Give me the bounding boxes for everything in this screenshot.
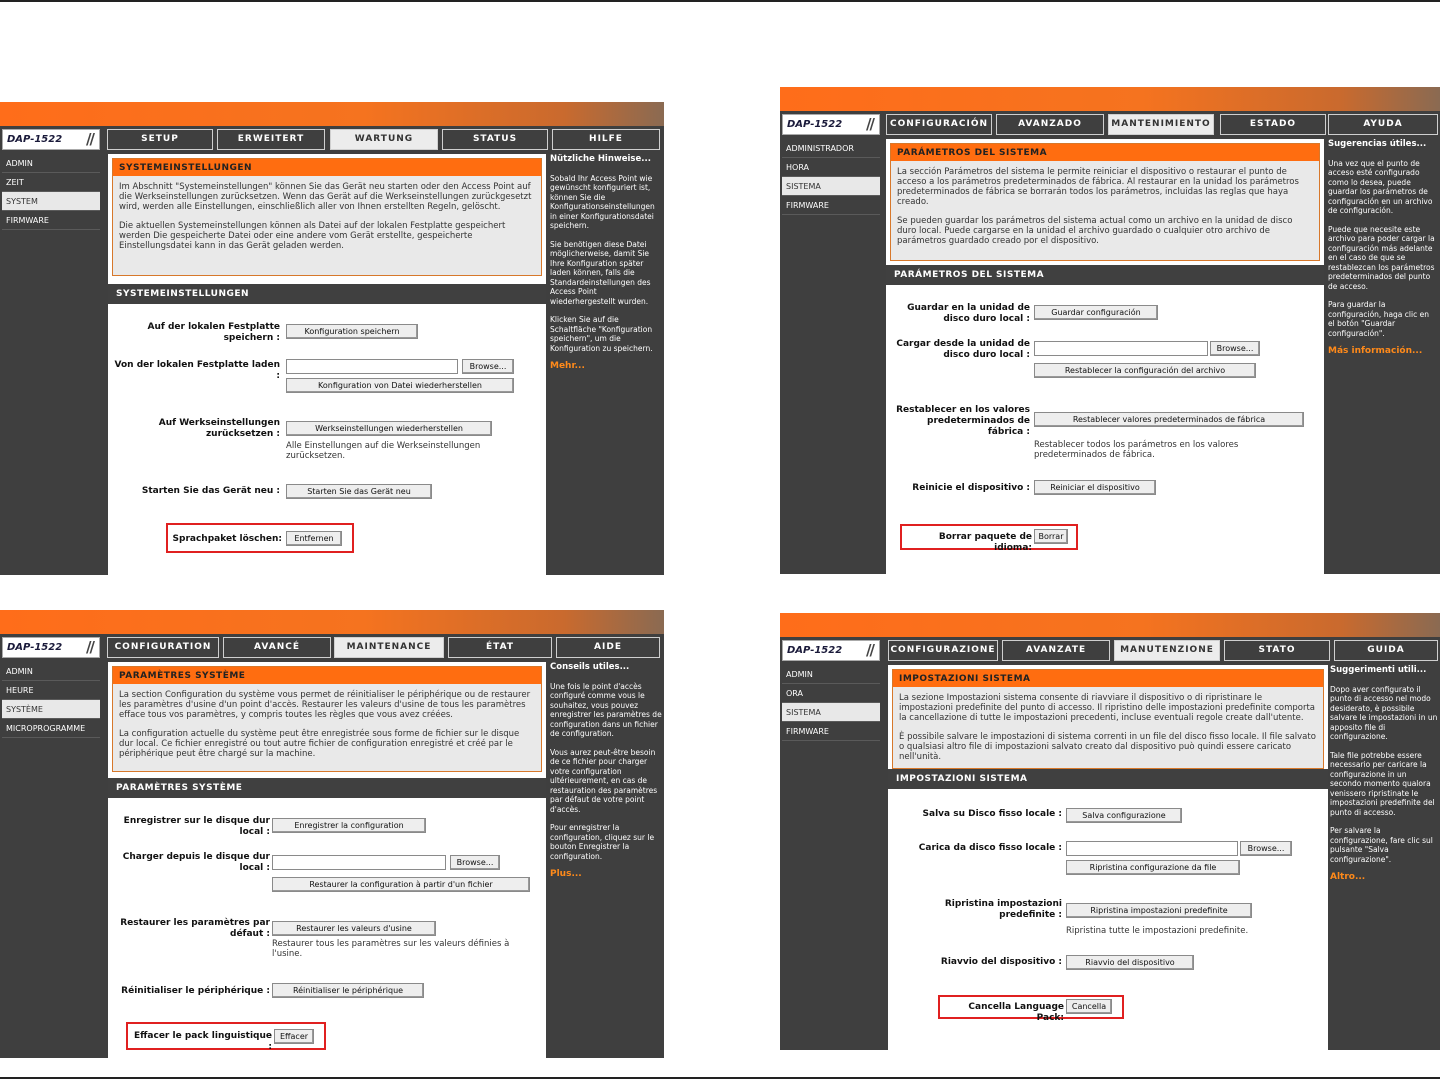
info-box [112,158,542,276]
sidebar-item-system[interactable]: SISTEMA [782,177,880,196]
panel-german [0,102,664,575]
help-title: Nützliche Hinweise... [550,154,651,164]
tab-advanced[interactable]: AVANZATE [1002,640,1110,661]
top-banner [780,613,1440,637]
info-box [112,666,542,772]
info-box [892,669,1324,769]
nav-row [0,634,664,662]
settings-section [888,769,1328,1050]
sidebar-item-firmware[interactable]: FIRMWARE [782,196,880,215]
info-paragraph: La section Configuration du système vous permet de réinitialiser le périphérique ou de restaurer les paramètres d'usine d'un point d'accès. Restaurer les valeurs d'usine de tous les paramètres efface tous vos paramètres, y compris toutes les règles que vous avez créées. [119,690,531,720]
help-title: Conseils utiles... [550,662,630,672]
panel-spanish [780,87,1440,574]
info-paragraph: Se pueden guardar los parámetros del sistema actual como un archivo en la unidad de disco duro local. Puede cargarse en la unidad el archivo guardado o cualquier otro archivo de parámetros guardado creado por el dispositivo. [897,216,1293,246]
help-more-link[interactable]: Más información... [1328,346,1423,356]
language-pack-label: Borrar paquete de idioma: [938,532,1032,553]
factory-reset-button[interactable]: Restablecer valores predeterminados de fábrica [1034,412,1304,427]
language-pack-label: Effacer le pack linguistique : [133,1031,272,1052]
main-content [108,662,546,1058]
product-logo: DAP-1522 // [782,114,880,135]
help-panel [1328,665,1440,1050]
product-logo: DAP-1522 // [782,640,880,661]
tab-status[interactable]: STATO [1224,640,1330,661]
load-label: Von der lokalen Festplatte laden : [114,360,280,381]
browse-button[interactable]: Browse... [462,359,514,374]
factory-reset-button[interactable]: Werkseinstellungen wiederherstellen [286,421,492,436]
sidebar-item-admin[interactable]: ADMIN [2,662,100,681]
top-banner [0,102,664,126]
help-paragraph: Per salvare la configurazione, fare clic sul pulsante "Salva configurazione". [1330,826,1433,864]
help-title: Sugerencias útiles... [1328,139,1427,149]
tab-help[interactable]: HILFE [552,129,660,150]
info-box [890,143,1320,261]
help-panel [548,662,664,1058]
reboot-button[interactable]: Starten Sie das Gerät neu [286,484,432,499]
info-paragraph: Im Abschnitt "Systemeinstellungen" können Sie das Gerät neu starten oder den Access Point auf die Werkseinstellungen zurücksetzen. Wenn das Gerät auf die Werkseinstellungen zurückgesetzt wird, werden alle Einstellungen, einschließlich aller von Ihnen erstellten Regeln, gelöscht. [119,182,532,212]
save-label: Enregistrer sur le disque dur local : [123,816,270,837]
tab-maintenance[interactable]: MAINTENANCE [334,637,444,658]
sidebar-item-system[interactable]: SISTEMA [782,703,880,722]
main-content [888,665,1328,1050]
tab-status[interactable]: STATUS [442,129,548,150]
main-content [108,154,546,575]
product-logo: DAP-1522 // [2,129,100,150]
help-title: Suggerimenti utili... [1330,665,1427,675]
save-label: Salva su Disco fisso locale : [922,809,1062,819]
file-path-input[interactable] [1066,841,1238,856]
settings-section [108,778,546,1058]
sidebar [782,665,880,1050]
file-path-input[interactable] [1034,341,1208,356]
sidebar-item-admin[interactable]: ADMIN [2,154,100,173]
top-rule [0,0,1440,2]
help-paragraph: Vous aurez peut-être besoin de ce fichier pour charger votre configuration ultérieurement, en cas de restauration des paramètres par défaut de votre point d'accès. [550,747,658,814]
factory-reset-button[interactable]: Ripristina impostazioni predefinite [1066,903,1252,918]
save-config-button[interactable]: Guardar configuración [1034,305,1158,320]
help-panel [548,154,664,575]
info-paragraph: La sección Parámetros del sistema le permite reiniciar el dispositivo o restaurar el punto de acceso a los parámetros predeterminados de fábrica. Al restaurar en la unidad los parámetros predeterminados de fábrica se borrarán todos los parámetros, incluidas las reglas que haya creado. [897,167,1299,207]
reboot-label: Riavvio del dispositivo : [940,957,1062,967]
save-config-button[interactable]: Enregistrer la configuration [272,818,426,833]
tab-maintenance[interactable]: WARTUNG [330,129,438,150]
sidebar-item-firmware[interactable]: MICROPROGRAMME [2,719,100,738]
browse-button[interactable]: Browse... [1210,341,1260,356]
restore-from-file-button[interactable]: Restablecer la configuración del archivo [1034,363,1256,378]
sidebar-item-time[interactable]: HORA [782,158,880,177]
help-paragraph: Klicken Sie auf die Schaltfläche "Konfiguration speichern", um die Konfiguration zu speichern. [550,315,653,353]
reboot-label: Reinicie el dispositivo : [912,483,1030,493]
reboot-button[interactable]: Réinitialiser le périphérique [272,983,424,998]
sidebar-item-firmware[interactable]: FIRMWARE [782,722,880,741]
tab-help[interactable]: GUIDA [1334,640,1438,661]
panel-italian [780,613,1440,1050]
section-title: IMPOSTAZIONI SISTEMA [888,769,1328,789]
sidebar [782,139,880,574]
info-paragraph: È possibile salvare le impostazioni di sistema correnti in un file del disco fisso locale. Il file salvato o qualsiasi altro file di impostazioni salvato creato dal dispositivo può quindi essere caricato nell'unità. [899,732,1316,762]
sidebar [2,154,100,575]
tab-maintenance[interactable]: MANTENIMIENTO [1108,114,1214,135]
info-title: IMPOSTAZIONI SISTEMA [893,670,1323,687]
sidebar [2,662,100,1058]
reboot-button[interactable]: Reiniciar el dispositivo [1034,480,1156,495]
language-pack-label: Sprachpaket löschen: [172,534,282,544]
bottom-rule [0,1077,1440,1079]
load-label: Charger depuis le disque dur local : [122,852,270,873]
factory-reset-label: Auf Werkseinstellungen zurücksetzen : [158,418,280,439]
info-paragraph: La configuration actuelle du système peut être enregistrée sous forme de fichier sur le disque dur local. Ce fichier enregistré ou tout autre fichier de configuration enregistré et créé par le périphérique peut être chargé sur la machine. [119,729,520,759]
save-config-button[interactable]: Konfiguration speichern [286,324,418,339]
top-banner [780,87,1440,111]
sidebar-item-system[interactable]: SYSTEM [2,192,100,211]
tab-advanced[interactable]: ERWEITERT [217,129,325,150]
sidebar-item-time[interactable]: ORA [782,684,880,703]
save-label: Guardar en la unidad de disco duro local : [907,303,1030,324]
reboot-label: Starten Sie das Gerät neu : [141,486,280,496]
factory-reset-note: Restaurer tous les paramètres sur les valeurs définies à l'usine. [272,939,510,959]
browse-button[interactable]: Browse... [450,855,500,870]
settings-section [108,284,546,575]
sidebar-item-admin[interactable]: ADMINISTRADOR [782,139,880,158]
help-paragraph: Para guardar la configuración, haga clic en el botón "Guardar configuración". [1328,300,1429,338]
factory-reset-button[interactable]: Restaurer les valeurs d'usine [272,921,436,936]
help-paragraph: Sobald Ihr Access Point wie gewünscht konfiguriert ist, können Sie die Konfigurationseinstellungen in einer Konfigurationsdatei speichern. [550,173,655,230]
tab-advanced[interactable]: AVANCÉ [223,637,331,658]
settings-section [886,265,1324,574]
info-paragraph: Die aktuellen Systemeinstellungen können als Datei auf der lokalen Festplatte gespeichert werden Die gespeicherte Datei oder eine andere vom Gerät erstellte, gespeicherte Einstellungsdatei kann in das Gerät geladen werden. [119,221,506,251]
nav-row [780,637,1440,665]
info-title: SYSTEMEINSTELLUNGEN [113,159,541,176]
save-label: Auf der lokalen Festplatte speichern : [147,322,280,343]
help-paragraph: Pour enregistrer la configuration, cliquez sur le bouton Enregistrer la configuration. [550,823,655,861]
nav-row [780,111,1440,139]
help-more-link[interactable]: Altro... [1330,872,1366,882]
help-paragraph: Una vez que el punto de acceso esté configurado como lo desea, puede guardar los parámetros de configuración en un archivo de configuración. [1328,158,1433,215]
delete-language-pack-button[interactable]: Cancella [1066,999,1112,1014]
sidebar-item-time[interactable]: HEURE [2,681,100,700]
sidebar-item-firmware[interactable]: FIRMWARE [2,211,100,230]
product-logo: DAP-1522 // [2,637,100,658]
tab-setup[interactable]: CONFIGURAZIONE [888,640,998,661]
help-paragraph: Une fois le point d'accès configuré comme vous le souhaitez, vous pouvez enregistrer les paramètres de configuration dans un fichier de configuration. [550,681,662,738]
language-pack-label: Cancella Language Pack: [968,1002,1064,1023]
delete-language-pack-button[interactable]: Borrar [1034,529,1068,544]
sidebar-item-time[interactable]: ZEIT [2,173,100,192]
tab-maintenance[interactable]: MANUTENZIONE [1114,640,1220,661]
help-more-link[interactable]: Mehr... [550,361,585,371]
restore-from-file-button[interactable]: Konfiguration von Datei wiederherstellen [286,378,514,393]
delete-language-pack-button[interactable]: Effacer [274,1029,314,1044]
file-path-input[interactable] [286,359,458,374]
section-title: PARÁMETROS DEL SISTEMA [886,265,1324,285]
help-more-link[interactable]: Plus... [550,869,582,879]
restore-from-file-button[interactable]: Ripristina configurazione da file [1066,860,1240,875]
file-path-input[interactable] [272,855,446,870]
tab-setup[interactable]: CONFIGURATION [107,637,219,658]
help-paragraph: Dopo aver configurato il punto di accesso nel modo desiderato, è possibile salvare le impostazioni in un apposito file di configurazione. [1330,684,1438,741]
info-paragraph: La sezione Impostazioni sistema consente di riavviare il dispositivo o di ripristinare le impostazioni predefinite del punto di accesso. Il ripristino delle impostazioni predefinite comporta la cancellazione di tutte le impostazioni precedenti, incluse eventuali regole create dall'utente. [899,693,1316,723]
restore-from-file-button[interactable]: Restaurer la configuration à partir d'un fichier [272,877,530,892]
factory-reset-label: Ripristina impostazioni predefinite : [944,899,1062,920]
factory-reset-note: Restablecer todos los parámetros en los valores predeterminados de fábrica. [1034,440,1239,460]
tab-setup[interactable]: CONFIGURACIÓN [886,114,992,135]
help-paragraph: Puede que necesite este archivo para poder cargar la configuración más adelante en el caso de que se restablezcan los parámetros predeterminados del punto de acceso. [1328,224,1435,291]
tab-status[interactable]: ÉTAT [448,637,552,658]
save-config-button[interactable]: Salva configurazione [1066,808,1182,823]
section-title: SYSTEMEINSTELLUNGEN [108,284,546,304]
factory-reset-label: Restablecer en los valores predeterminados de fábrica : [896,405,1030,437]
section-title: PARAMÈTRES SYSTÈME [108,778,546,798]
factory-reset-label: Restaurer les paramètres par défaut : [120,918,270,939]
reboot-button[interactable]: Riavvio del dispositivo [1066,955,1194,970]
load-label: Carica da disco fisso locale : [918,843,1062,853]
browse-button[interactable]: Browse... [1240,841,1292,856]
tab-setup[interactable]: SETUP [107,129,213,150]
main-content [886,139,1324,574]
factory-reset-note: Alle Einstellungen auf die Werkseinstellungen zurücksetzen. [286,441,481,461]
tab-advanced[interactable]: AVANZADO [996,114,1104,135]
help-paragraph: Sie benötigen diese Datei möglicherweise, damit Sie Ihre Konfiguration später laden können, falls die Standardeinstellungen des Access Point wiederhergestellt wurden. [550,239,651,306]
help-paragraph: Tale file potrebbe essere necessario per caricare la configurazione in un secondo momento qualora venissero ripristinate le impostazioni predefinite del punto di accesso. [1330,750,1435,817]
help-panel [1326,139,1440,574]
nav-row [0,126,664,154]
delete-language-pack-button[interactable]: Entfernen [286,531,342,546]
info-title: PARAMÈTRES SYSTÈME [113,667,541,684]
factory-reset-note: Ripristina tutte le impostazioni predefinite. [1066,926,1249,936]
reboot-label: Réinitialiser le périphérique : [121,986,270,996]
load-label: Cargar desde la unidad de disco duro local : [896,339,1030,360]
panel-french [0,610,664,1058]
tab-help[interactable]: AYUDA [1328,114,1438,135]
tab-help[interactable]: AIDE [556,637,660,658]
sidebar-item-system[interactable]: SYSTÈME [2,700,100,719]
info-title: PARÁMETROS DEL SISTEMA [891,144,1319,161]
top-banner [0,610,664,634]
tab-status[interactable]: ESTADO [1220,114,1326,135]
sidebar-item-admin[interactable]: ADMIN [782,665,880,684]
